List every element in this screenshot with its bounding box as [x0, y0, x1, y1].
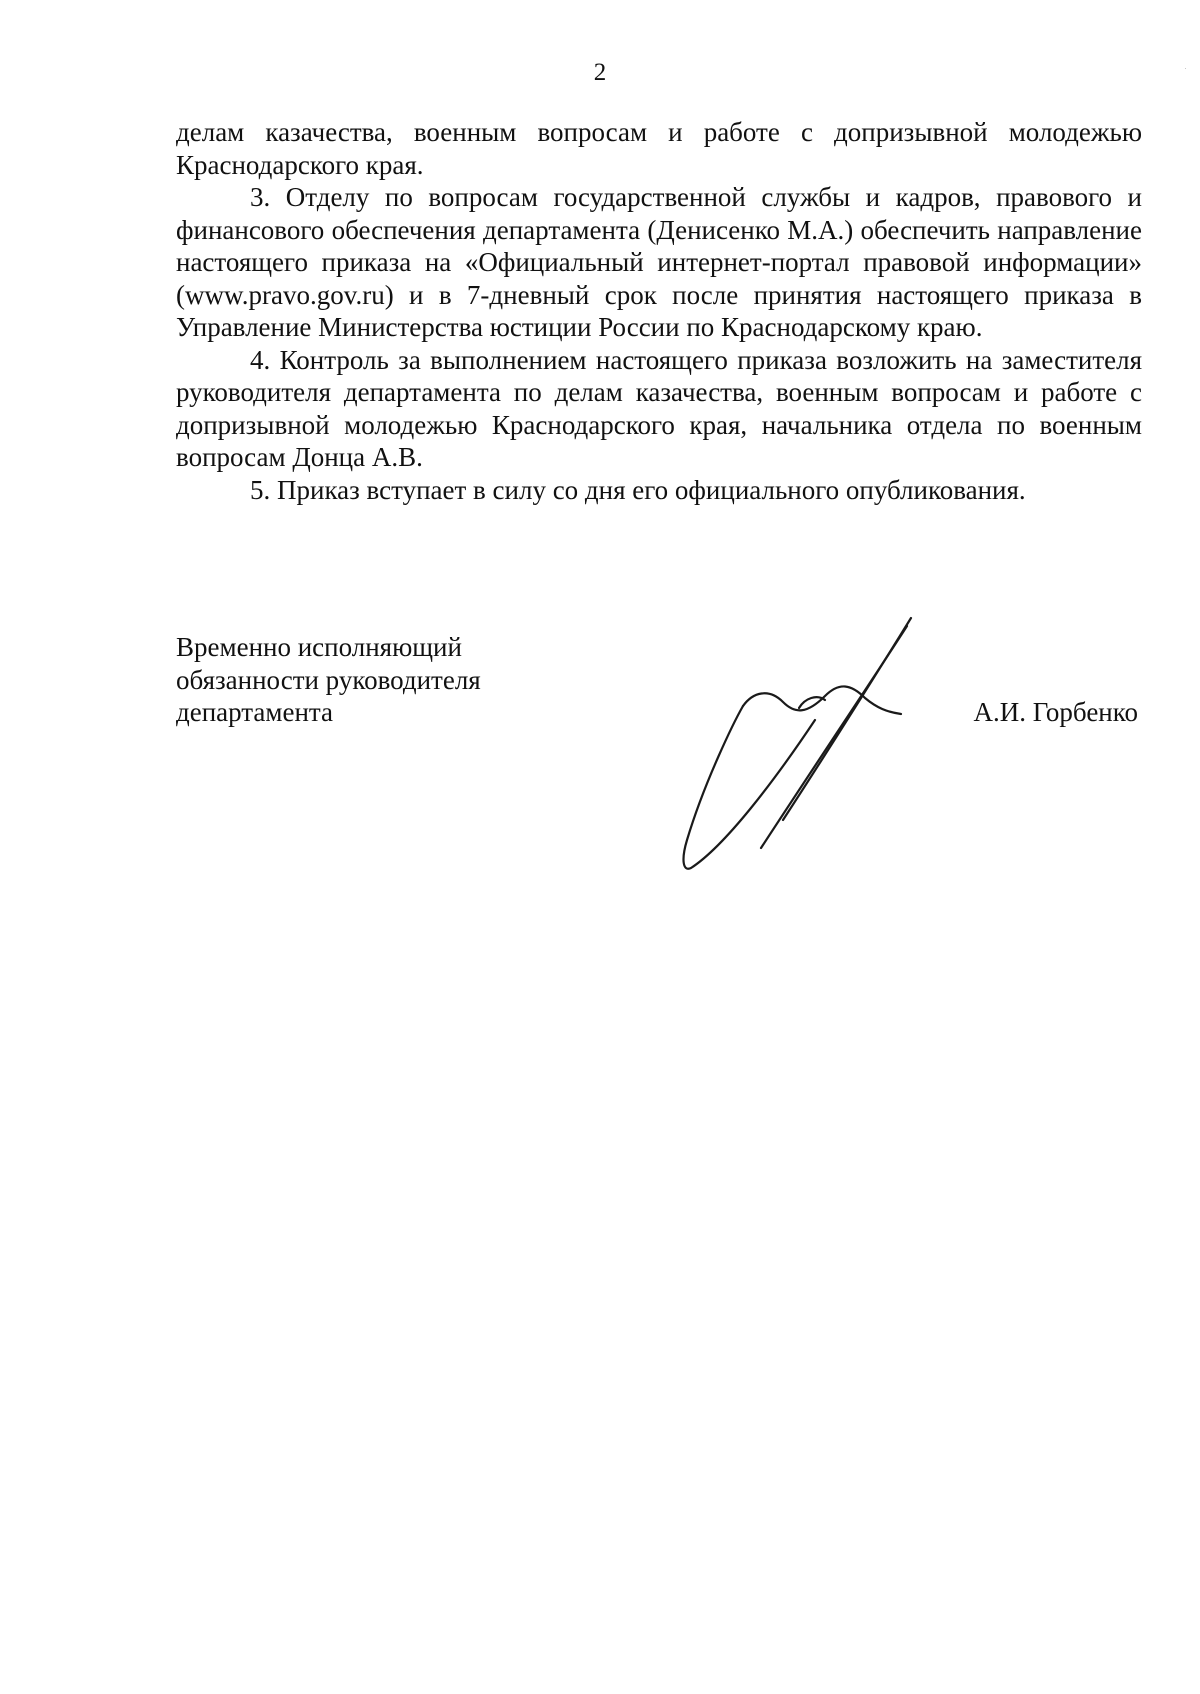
document-body: [176, 116, 1142, 506]
paragraph-item-5: 5. Приказ вступает в силу со дня его официального опубликования.: [250, 474, 1026, 505]
signatory-title-line-1: Временно исполняющий: [176, 632, 462, 662]
page-number: 2: [593, 59, 607, 86]
paragraph-item-3: 3. Отделу по вопросам государственной службы и кадров, правового и финансового обеспечения департамента (Денисенко М.А.) обеспечить направление настоящего приказа на «Официальный интернет-портал правовой информации» (www.pravo.gov.ru) и в 7-дневный срок после принятия настоящего приказа в Управление Министерства юстиции России по Краснодарскому краю.: [176, 182, 1142, 342]
scan-artifact: [1185, 68, 1186, 69]
paragraph-continuation: делам казачества, военным вопросам и работе с допризывной молодежью Краснодарского края.: [176, 117, 1142, 180]
signatory-name: А.И. Горбенко: [973, 697, 1138, 727]
signatory-title-line-3: департамента: [176, 697, 334, 727]
signature-block: [176, 631, 1142, 729]
handwritten-signature: [665, 610, 925, 880]
paragraph-item-4: 4. Контроль за выполнением настоящего приказа возложить на заместителя руководителя департамента по делам казачества, военным вопросам и работе с допризывной молодежью Краснодарского края, начальника отдела по военным вопросам Донца А.В.: [176, 344, 1142, 472]
signatory-title-line-2: обязанности руководителя: [176, 664, 481, 695]
